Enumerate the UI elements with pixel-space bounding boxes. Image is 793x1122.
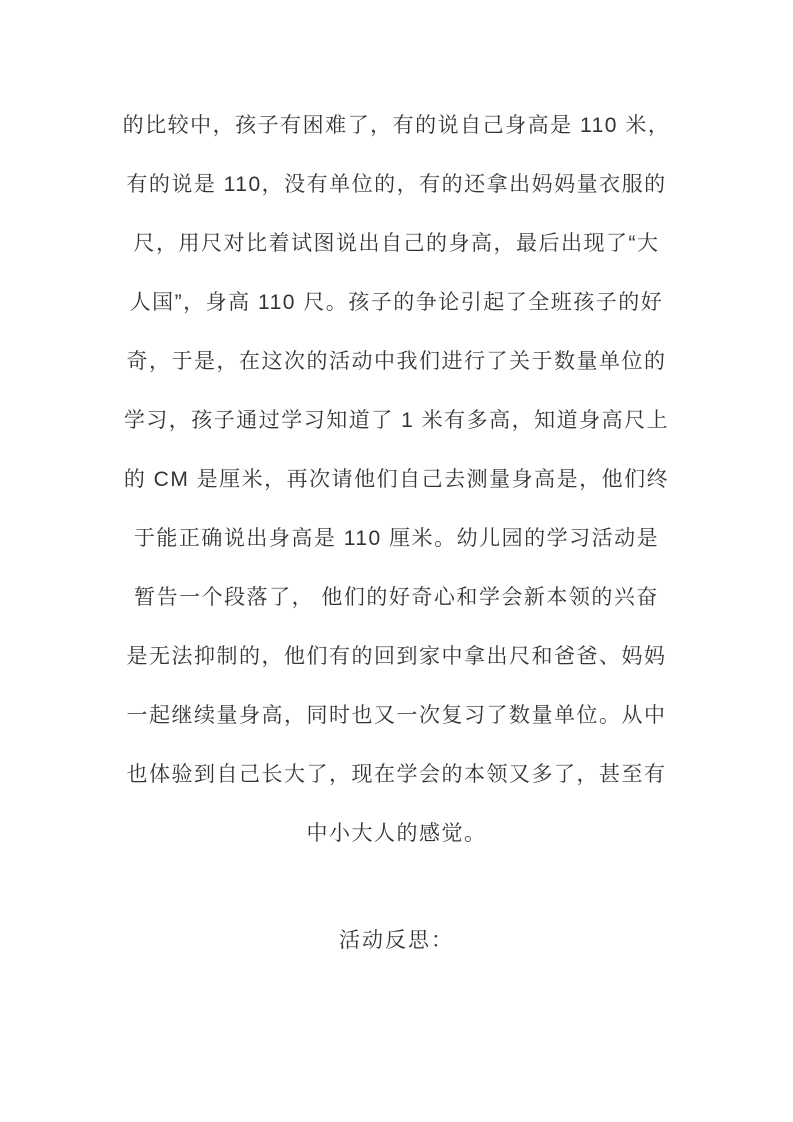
paragraph [59, 96, 734, 863]
paragraph-line: 奇，于是，在这次的活动中我们进行了关于数量单位的 [126, 350, 667, 373]
paragraph-line: 的比较中，孩子有困难了，有的说自己身高是 110 米， [122, 114, 671, 137]
paragraph-line: 也体验到自己长大了，现在学会的本领又多了，甚至有 [126, 763, 667, 786]
paragraph-line: 中小大人的感觉。 [306, 822, 487, 845]
paragraph-line: 有的说是 110，没有单位的，有的还拿出妈妈量衣服的 [126, 173, 667, 196]
paragraph-line: 暂告一个段落了， 他们的好奇心和学会新本领的兴奋 [134, 586, 659, 609]
paragraph-line: 一起继续量身高，同时也又一次复习了数量单位。从中 [126, 704, 667, 727]
section-heading-reflection: 活动反思： [339, 929, 454, 952]
paragraph-line: 学习，孩子通过学习知道了 1 米有多高，知道身高尺上 [123, 409, 670, 432]
paragraph-line: 人国”，身高 110 尺。孩子的争论引起了全班孩子的好 [129, 291, 664, 314]
paragraph-line: 的 CM 是厘米，再次请他们自己去测量身高是，他们终 [123, 468, 670, 491]
paragraph-line: 于能正确说出身高是 110 厘米。幼儿园的学习活动是 [133, 527, 660, 550]
paragraph-line: 尺，用尺对比着试图说出自己的身高，最后出现了“大 [133, 232, 660, 255]
paragraph-line: 是无法抑制的，他们有的回到家中拿出尺和爸爸、妈妈 [126, 645, 667, 668]
